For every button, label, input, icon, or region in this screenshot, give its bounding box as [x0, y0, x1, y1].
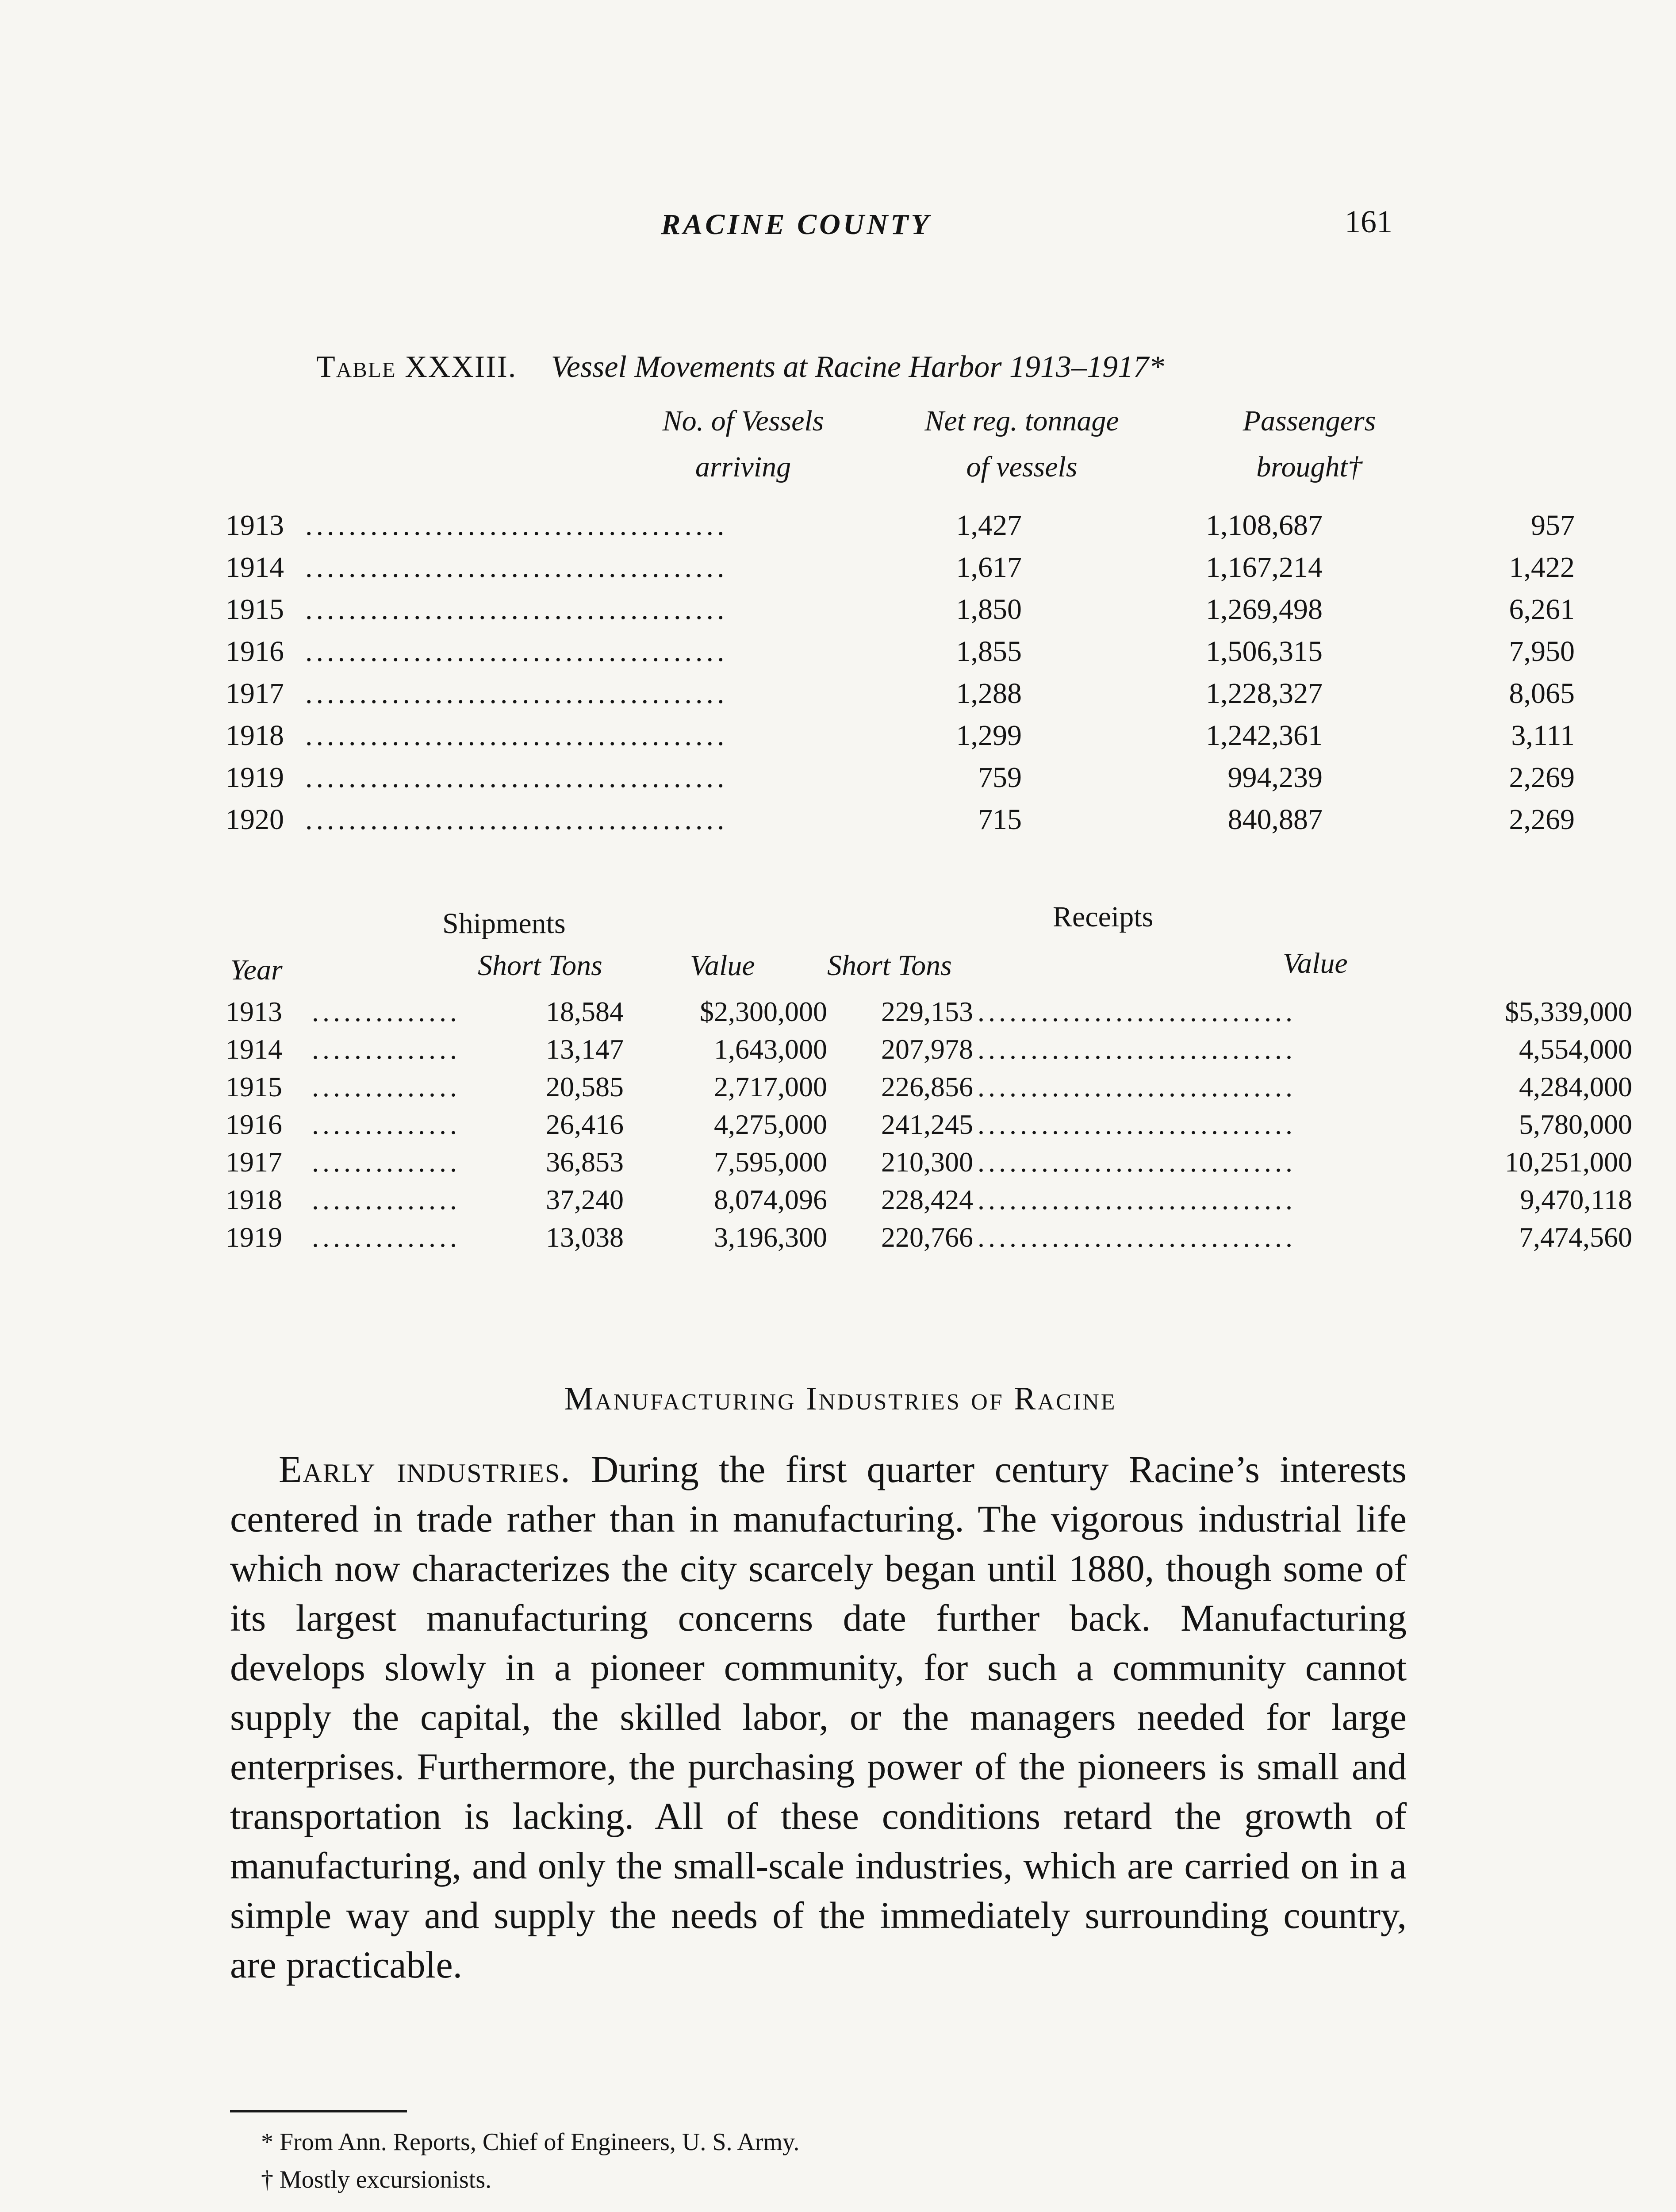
table-row	[226, 635, 1575, 676]
col-header-line: arriving	[695, 451, 791, 483]
row-vessels: 1,617	[956, 551, 1022, 584]
leader-dots: ..............................	[978, 1033, 1296, 1065]
table-row	[226, 1071, 1632, 1108]
col-header-line: Net reg. tonnage	[924, 405, 1119, 437]
leader-dots: .......................................	[305, 677, 728, 710]
col-header-tonnage	[880, 398, 1163, 490]
row-passengers: 957	[1531, 509, 1575, 541]
table-row	[226, 1108, 1632, 1145]
leader-dots: .......................................	[305, 509, 728, 541]
row-passengers: 7,950	[1509, 635, 1575, 668]
row-rec-value: 5,780,000	[1519, 1109, 1632, 1140]
row-year: 1919	[226, 1221, 282, 1253]
table-caption	[316, 349, 1164, 385]
paragraph-lead: Early industries.	[279, 1448, 571, 1490]
row-ship-tons: 18,584	[546, 996, 624, 1027]
row-year: 1914	[226, 1033, 282, 1065]
row-year: 1916	[226, 635, 284, 668]
leader-dots: .......................................	[305, 761, 728, 794]
shipments-header: Shipments	[442, 907, 566, 940]
row-vessels: 1,855	[956, 635, 1022, 668]
col-header-line: of vessels	[966, 451, 1078, 483]
section-heading: Manufacturing Industries of Racine	[564, 1381, 1117, 1417]
leader-dots: ..............	[312, 1221, 460, 1253]
row-rec-value: 4,554,000	[1519, 1033, 1632, 1065]
row-year: 1917	[226, 677, 284, 710]
running-head: RACINE COUNTY	[661, 208, 932, 241]
row-year: 1913	[226, 509, 284, 541]
row-rec-value: 9,470,118	[1520, 1184, 1632, 1215]
row-tonnage: 1,506,315	[1206, 635, 1323, 668]
leader-dots: ..............................	[978, 1184, 1296, 1215]
row-rec-value: 4,284,000	[1519, 1071, 1632, 1102]
row-year: 1918	[226, 1184, 282, 1215]
row-ship-value: 4,275,000	[714, 1109, 827, 1140]
leader-dots: ..............................	[978, 1146, 1296, 1178]
row-tonnage: 994,239	[1227, 761, 1323, 794]
row-ship-tons: 13,147	[546, 1033, 624, 1065]
row-passengers: 1,422	[1509, 551, 1575, 584]
page-number: 161	[1345, 204, 1392, 239]
row-ship-tons: 37,240	[546, 1184, 624, 1215]
body-paragraph	[230, 1444, 1407, 1989]
col-header-rec-tons: Short Tons	[827, 949, 952, 982]
leader-dots: ..............	[312, 1071, 460, 1102]
table-row	[226, 719, 1575, 760]
row-year: 1913	[226, 996, 282, 1027]
table-row	[226, 1221, 1632, 1258]
row-ship-value: 1,643,000	[714, 1033, 827, 1065]
row-rec-tons: 229,153	[881, 996, 973, 1027]
leader-dots: ..............	[312, 1146, 460, 1178]
row-ship-value: $2,300,000	[700, 996, 827, 1027]
leader-dots: ..............	[312, 1184, 460, 1215]
leader-dots: ..............................	[978, 1071, 1296, 1102]
leader-dots: ..............	[312, 1109, 460, 1140]
table-row	[226, 803, 1575, 845]
table-row	[226, 677, 1575, 718]
row-ship-value: 2,717,000	[714, 1071, 827, 1102]
row-year: 1918	[226, 719, 284, 752]
leader-dots: .......................................	[305, 803, 728, 836]
row-vessels: 759	[978, 761, 1022, 794]
row-year: 1915	[226, 1071, 282, 1102]
row-year: 1920	[226, 803, 284, 836]
row-rec-value: 10,251,000	[1505, 1146, 1632, 1178]
leader-dots: ..............................	[978, 1221, 1296, 1253]
row-tonnage: 1,167,214	[1206, 551, 1323, 584]
row-rec-tons: 210,300	[881, 1146, 973, 1178]
leader-dots: ..............	[312, 996, 460, 1027]
table-title: Vessel Movements at Racine Harbor 1913–1917*	[551, 350, 1164, 384]
row-rec-tons: 228,424	[881, 1184, 973, 1215]
footnote: † Mostly excursionists.	[261, 2166, 492, 2193]
row-year: 1914	[226, 551, 284, 584]
row-rec-tons: 241,245	[881, 1109, 973, 1140]
row-ship-value: 3,196,300	[714, 1221, 827, 1253]
row-passengers: 8,065	[1509, 677, 1575, 710]
leader-dots: .......................................	[305, 551, 728, 584]
row-rec-tons: 207,978	[881, 1033, 973, 1065]
col-header-ship-value: Value	[690, 949, 755, 982]
row-tonnage: 1,108,687	[1206, 509, 1323, 541]
row-passengers: 6,261	[1509, 593, 1575, 626]
row-vessels: 715	[978, 803, 1022, 836]
paragraph-text: During the first quarter century Racine’s interests centered in trade rather than in manufacturing. The vigorous industrial life which now characterizes the city scarcely began until 1880, though some of its largest manufacturing concerns date further back. Manufacturing develops slowly in a pioneer community, for such a community cannot supply the capital, the skilled labor, or the managers needed for large enterprises. Furthermore, the purchasing power of the pioneers is small and transportation is lacking. All of these conditions retard the growth of manufacturing, and only the small-scale industries, which are carried on in a simple way and supply the needs of the immediately surrounding country, are practicable.	[230, 1448, 1407, 1986]
row-ship-value: 8,074,096	[714, 1184, 827, 1215]
table-row	[226, 995, 1632, 1033]
table-row	[226, 551, 1575, 592]
row-ship-tons: 13,038	[546, 1221, 624, 1253]
row-tonnage: 1,269,498	[1206, 593, 1323, 626]
col-header-line: brought†	[1256, 451, 1362, 483]
row-ship-value: 7,595,000	[714, 1146, 827, 1178]
table-label: Table XXXIII.	[316, 350, 517, 384]
footnote: * From Ann. Reports, Chief of Engineers, U. S. Army.	[261, 2128, 800, 2156]
row-ship-tons: 26,416	[546, 1109, 624, 1140]
row-tonnage: 1,228,327	[1206, 677, 1323, 710]
row-vessels: 1,299	[956, 719, 1022, 752]
table-row	[226, 1183, 1632, 1221]
row-tonnage: 840,887	[1227, 803, 1323, 836]
row-passengers: 2,269	[1509, 803, 1575, 836]
col-header-passengers	[1194, 398, 1424, 490]
table-row	[226, 593, 1575, 634]
row-vessels: 1,288	[956, 677, 1022, 710]
leader-dots: ..............	[312, 1033, 460, 1065]
receipts-header: Receipts	[1053, 901, 1154, 933]
footnote-rule	[230, 2110, 407, 2112]
row-vessels: 1,850	[956, 593, 1022, 626]
row-year: 1915	[226, 593, 284, 626]
row-rec-tons: 226,856	[881, 1071, 973, 1102]
row-ship-tons: 36,853	[546, 1146, 624, 1178]
row-rec-value: $5,339,000	[1505, 996, 1632, 1027]
table-row	[226, 509, 1575, 550]
row-passengers: 2,269	[1509, 761, 1575, 794]
col-header-vessels	[637, 398, 849, 490]
row-year: 1916	[226, 1109, 282, 1140]
leader-dots: ..............................	[978, 1109, 1296, 1140]
col-header-line: Passengers	[1243, 405, 1376, 437]
row-year: 1917	[226, 1146, 282, 1178]
row-ship-tons: 20,585	[546, 1071, 624, 1102]
table-row	[226, 1146, 1632, 1183]
table-row	[226, 761, 1575, 803]
leader-dots: .......................................	[305, 635, 728, 668]
col-header-year: Year	[230, 954, 283, 986]
col-header-rec-value: Value	[1283, 947, 1348, 979]
row-vessels: 1,427	[956, 509, 1022, 541]
col-header-line: No. of Vessels	[662, 405, 824, 437]
leader-dots: .......................................	[305, 719, 728, 752]
row-tonnage: 1,242,361	[1206, 719, 1323, 752]
leader-dots: ..............................	[978, 996, 1296, 1027]
row-rec-value: 7,474,560	[1519, 1221, 1632, 1253]
leader-dots: .......................................	[305, 593, 728, 626]
table-row	[226, 1033, 1632, 1070]
row-year: 1919	[226, 761, 284, 794]
col-header-ship-tons: Short Tons	[478, 949, 602, 982]
row-rec-tons: 220,766	[881, 1221, 973, 1253]
row-passengers: 3,111	[1511, 719, 1575, 752]
